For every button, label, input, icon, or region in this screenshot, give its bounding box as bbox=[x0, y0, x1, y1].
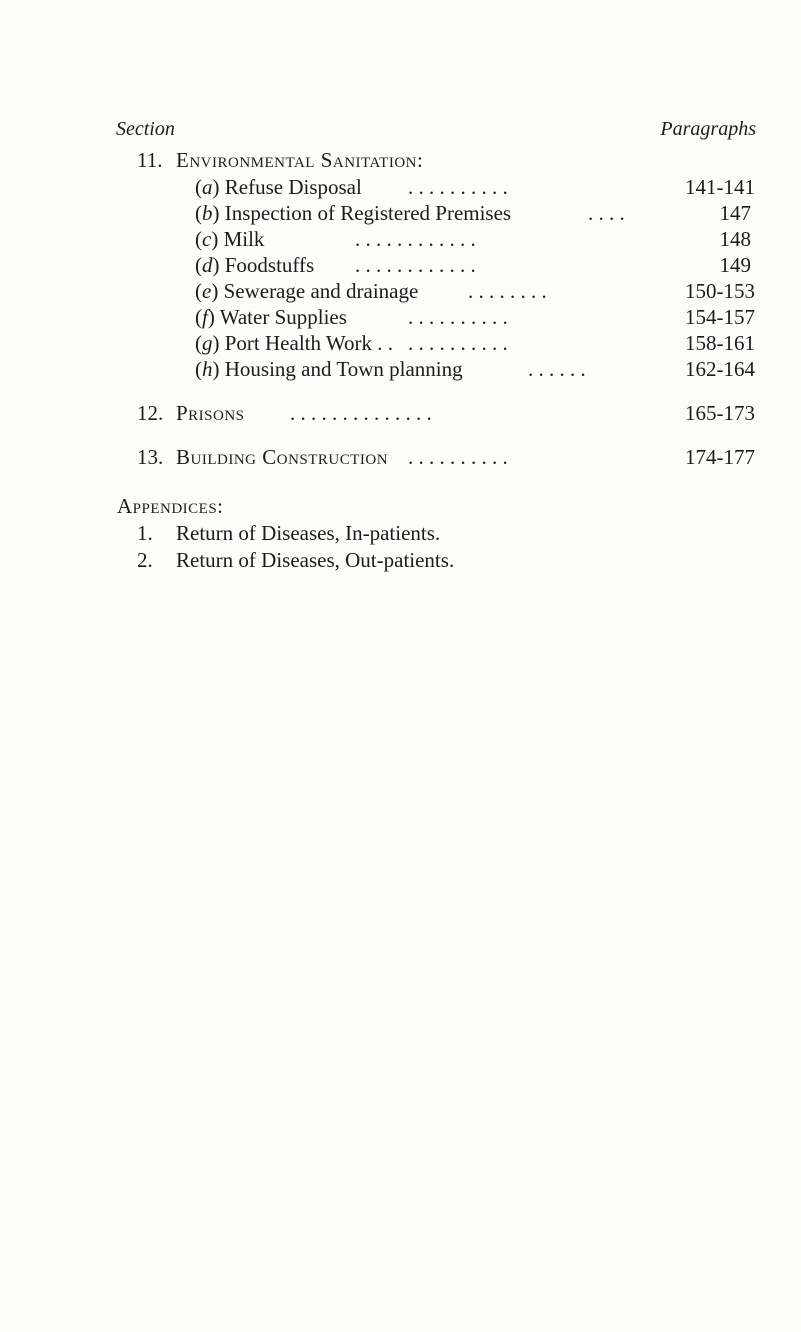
appendix-number: 2. bbox=[137, 548, 153, 572]
subsection-row bbox=[0, 200, 801, 226]
paragraphs-column-header: Paragraphs bbox=[660, 118, 756, 140]
section-column-header: Section bbox=[116, 118, 175, 140]
section-number: 13. bbox=[137, 445, 164, 469]
subsection-row bbox=[0, 356, 801, 382]
leader-dots: . . . . . . . . . . bbox=[408, 331, 508, 355]
subsection-row bbox=[0, 252, 801, 278]
subsection-letter: f bbox=[202, 305, 208, 329]
paragraph-range: 141-141 bbox=[685, 175, 755, 199]
subsection-letter: b bbox=[202, 201, 213, 225]
subsection-label: (d) Foodstuffs bbox=[195, 253, 315, 277]
section-number: 11. bbox=[137, 148, 163, 172]
subsection-label: (a) Refuse Disposal bbox=[195, 175, 362, 199]
appendix-label: Return of Diseases, In-patients. bbox=[176, 521, 441, 545]
subsection-label: (e) Sewerage and drainage bbox=[195, 279, 419, 303]
section-title: Building Construction bbox=[176, 445, 389, 469]
subsection-row bbox=[0, 226, 801, 252]
subsection-letter: g bbox=[202, 331, 213, 355]
subsection-letter: c bbox=[202, 227, 212, 251]
paragraph-range: 147 bbox=[719, 201, 751, 225]
section-13-row bbox=[0, 444, 801, 470]
subsection-letter: a bbox=[202, 175, 213, 199]
subsection-label: (c) Milk bbox=[195, 227, 265, 251]
subsection-row bbox=[0, 304, 801, 330]
subsection-row bbox=[0, 278, 801, 304]
paragraph-range: 165-173 bbox=[685, 401, 755, 425]
leader-dots: . . . . . . . . bbox=[468, 279, 547, 303]
appendix-item bbox=[0, 547, 801, 573]
subsection-label: (h) Housing and Town planning bbox=[195, 357, 463, 381]
subsection-letter: d bbox=[202, 253, 213, 277]
subsection-row bbox=[0, 174, 801, 200]
leader-dots: . . . . . . . . . . bbox=[408, 445, 508, 469]
leader-dots: . . . . . . . . . . bbox=[408, 175, 508, 199]
section-11-row bbox=[0, 147, 801, 173]
section-12-row bbox=[0, 400, 801, 426]
leader-dots: . . . . . . . . . . . . bbox=[355, 227, 476, 251]
paragraph-range: 150-153 bbox=[685, 279, 755, 303]
leader-dots: . . . . . . . . . . bbox=[408, 305, 508, 329]
subsection-label: (f) Water Supplies bbox=[195, 305, 347, 329]
appendix-label: Return of Diseases, Out-patients. bbox=[176, 548, 455, 572]
paragraph-range: 162-164 bbox=[685, 357, 755, 381]
section-title: Prisons bbox=[176, 401, 245, 425]
appendices-row bbox=[0, 493, 801, 519]
paragraph-range: 148 bbox=[719, 227, 751, 251]
section-number: 12. bbox=[137, 401, 164, 425]
section-title: Environmental Sanitation: bbox=[176, 148, 424, 172]
subsection-label: (b) Inspection of Registered Premises bbox=[195, 201, 512, 225]
subsection-letter: e bbox=[202, 279, 212, 303]
appendix-item bbox=[0, 520, 801, 546]
paragraph-range: 154-157 bbox=[685, 305, 755, 329]
paragraph-range: 174-177 bbox=[685, 445, 755, 469]
appendices-title: Appendices: bbox=[117, 494, 224, 518]
leader-dots: . . . . . . bbox=[528, 357, 586, 381]
paragraph-range: 158-161 bbox=[685, 331, 755, 355]
leader-dots: . . . . . . . . . . . . . . bbox=[290, 401, 432, 425]
appendix-number: 1. bbox=[137, 521, 153, 545]
subsection-row bbox=[0, 330, 801, 356]
paragraph-range: 149 bbox=[719, 253, 751, 277]
leader-dots: . . . . . . . . . . . . bbox=[355, 253, 476, 277]
subsection-label: (g) Port Health Work . . bbox=[195, 331, 393, 355]
leader-dots: . . . . bbox=[588, 201, 625, 225]
subsection-letter: h bbox=[202, 357, 213, 381]
